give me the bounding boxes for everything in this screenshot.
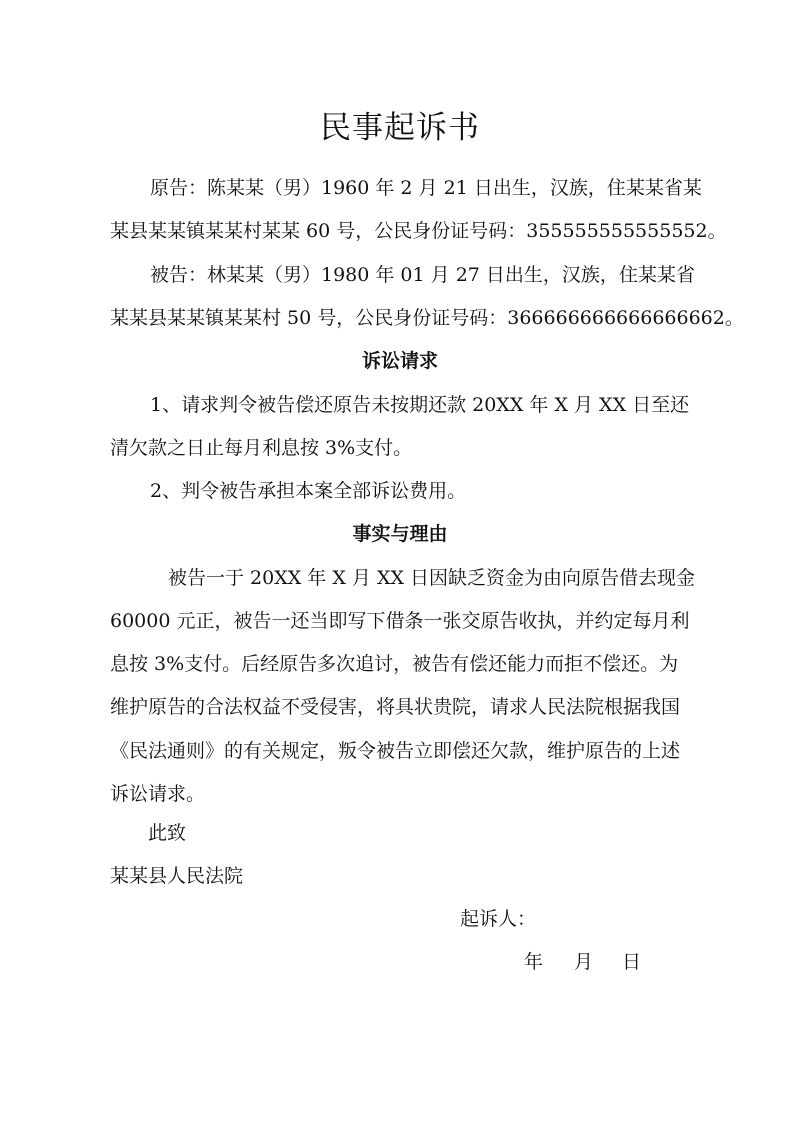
- facts-heading: 事实与理由: [352, 523, 448, 545]
- date-line: [524, 948, 641, 976]
- defendant-line-1: 被告：林某某（男）1980 年 01 月 27 日出生，汉族，住某某省: [150, 264, 695, 286]
- plaintiff-line-1: 原告：陈某某（男）1960 年 2 月 21 日出生，汉族，住某某省某: [150, 177, 702, 199]
- date-day-label: 日: [622, 951, 642, 973]
- facts-line: 《民法通则》的有关规定，叛令被告立即偿还欠款，维护原告的上述: [110, 740, 681, 762]
- court-name: 某某县人民法院: [110, 865, 244, 887]
- date-month-label: 月: [574, 951, 594, 973]
- facts-line: 维护原告的合法权益不受侵害，将具状贵院，请求人民法院根据我国: [110, 696, 681, 718]
- plaintiff-line-2: 某县某某镇某某村某某 60 号，公民身份证号码：355555555555552。: [110, 220, 727, 242]
- claim-1-line-2: 清欠款之日止每月利息按 3%支付。: [110, 437, 413, 459]
- claims-heading: 诉讼请求: [361, 350, 438, 372]
- facts-line: 被告一于 20XX 年 X 月 XX 日因缺乏资金为由向原告借去现金: [168, 567, 696, 589]
- date-year-label: 年: [524, 951, 544, 973]
- facts-line: 60000 元正，被告一还当即写下借条一张交原告收执，并约定每月利: [110, 610, 690, 632]
- salutation: 此致: [148, 822, 187, 844]
- facts-line: 息按 3%支付。后经原告多次追讨，被告有偿还能力而拒不偿还。为: [110, 653, 679, 675]
- plaintiff-signature-label: 起诉人：: [460, 908, 537, 930]
- defendant-line-2: 某某县某某镇某某村 50 号，公民身份证号码：366666666666666662。: [110, 307, 744, 329]
- facts-line: 诉讼请求。: [110, 783, 206, 805]
- document-title: 民事起诉书: [320, 110, 480, 146]
- claim-1-line-1: 1、请求判令被告偿还原告未按期还款 20XX 年 X 月 XX 日至还: [150, 394, 690, 416]
- claim-2: 2、判令被告承担本案全部诉讼费用。: [150, 480, 467, 502]
